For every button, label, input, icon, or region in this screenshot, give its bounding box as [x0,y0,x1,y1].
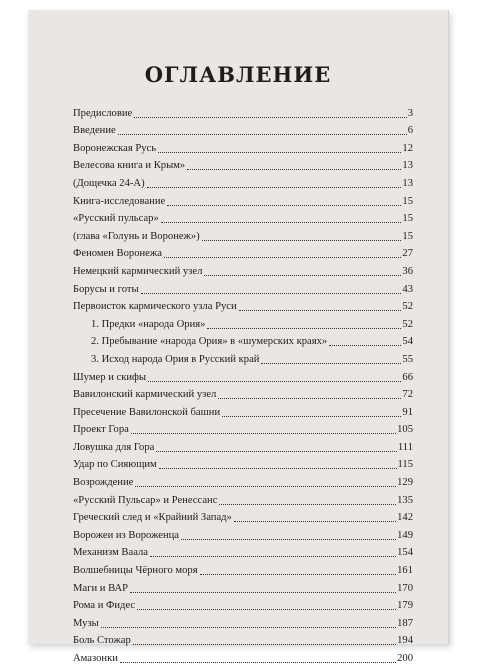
toc-entry-title: Волшебницы Чёрного моря [73,565,198,577]
toc-entry-page: 13 [402,160,413,172]
toc-entry-title: Воронежская Русь [73,142,157,154]
toc-entry-page: 111 [397,441,413,453]
toc-entry-page: 66 [402,371,413,383]
dot-leader [239,310,402,311]
toc-entry-title: Возрождение [73,477,134,489]
toc-entry-page: 12 [402,142,413,154]
dot-leader [164,257,401,258]
toc-entry [73,331,413,349]
toc-entry [73,278,413,296]
toc-entry-title: Боль Стожар [73,635,131,647]
dot-leader [204,275,401,276]
toc-entry-title: Пресечение Вавилонской башни [73,406,221,418]
toc-entry-page: 170 [397,582,413,594]
toc-entry-title: Введение [73,125,116,137]
toc-entry [73,155,413,173]
dot-leader [158,152,401,153]
toc-entry-page: 149 [397,529,413,541]
toc-entry-title: «Русский Пульсар» и Ренессанс [73,494,218,506]
dot-leader [207,328,401,329]
toc-entry-title: Удар по Сияющим [73,459,157,471]
toc-entry-page: 194 [397,635,413,647]
toc-entry [73,313,413,331]
toc-entry [73,348,413,366]
toc-entry-page: 142 [397,512,413,524]
toc-entry-page: 27 [402,248,413,260]
toc-entry-page: 55 [402,353,413,365]
toc-entry-page: 36 [402,265,413,277]
toc-entry [73,225,413,243]
toc-entry [73,489,413,507]
toc-entry-title: Велесова книга и Крым» [73,160,186,172]
toc-entry [73,595,413,613]
dot-leader [167,205,401,206]
dot-leader [137,609,396,610]
toc-entry-page: 15 [402,230,413,242]
dot-leader [135,486,396,487]
toc-entry [73,243,413,261]
toc-entry-title: Шумер и скифы [73,371,147,383]
toc-entry [73,366,413,384]
toc-entry [73,454,413,472]
toc-entry [73,471,413,489]
toc-entry-title: 2. Пребывание «народа Ория» в «шумерских краях» [91,336,328,348]
toc-entry [73,102,413,120]
toc-entry [73,436,413,454]
toc-entry-title: Рома и Фидес [73,600,136,612]
toc-entry-page: 54 [402,336,413,348]
dot-leader [156,451,397,452]
toc-entry-page: 72 [402,389,413,401]
toc-entry-page: 91 [402,406,413,418]
toc-entry-title: 3. Исход народа Ория в Русский край [91,353,260,365]
toc-entry-page: 3 [407,107,413,119]
dot-leader [187,169,401,170]
toc-entry [73,577,413,595]
toc-entry-page: 129 [397,477,413,489]
toc-entry-title: Вавилонский кармический узел [73,389,217,401]
book-page [28,10,449,664]
toc-entry [73,401,413,419]
dot-leader [130,592,396,593]
dot-leader [261,363,401,364]
toc-entry-page: 161 [397,565,413,577]
toc-entry [73,612,413,630]
toc-entry-title: Феномен Воронежа [73,248,162,260]
dot-leader [120,662,396,663]
toc-entry [73,384,413,402]
dot-leader [234,521,396,522]
toc-entry [73,172,413,190]
toc-entry [73,120,413,138]
toc-entry-page: 135 [397,494,413,506]
dot-leader [159,468,397,469]
dot-leader [222,416,401,417]
toc-entry-title: «Русский пульсар» [73,213,159,225]
toc-entry [73,542,413,560]
toc-entry-title: Амазонки [73,653,118,664]
toc-entry-page: 200 [397,653,413,664]
dot-leader [150,556,396,557]
dot-leader [131,433,396,434]
table-of-contents [73,102,413,665]
toc-entry [73,190,413,208]
toc-entry-page: 15 [402,213,413,225]
toc-entry-title: Первоисток кармического узла Руси [73,301,237,313]
dot-leader [148,381,401,382]
toc-entry [73,208,413,226]
dot-leader [202,240,402,241]
toc-entry-title: Механизм Ваала [73,547,148,559]
toc-entry [73,630,413,648]
toc-entry-page: 43 [402,283,413,295]
toc-entry-title: Книга-исследование [73,195,166,207]
toc-entry-title: Борусы и готы [73,283,139,295]
dot-leader [133,644,396,645]
toc-entry [73,507,413,525]
toc-entry-title: Проект Гора [73,424,129,436]
toc-entry [73,524,413,542]
dot-leader [147,187,402,188]
toc-entry-title: 1. Предки «народа Ория» [91,318,206,330]
toc-entry-page: 154 [397,547,413,559]
toc-entry [73,137,413,155]
dot-leader [329,345,401,346]
dot-leader [200,574,397,575]
dot-leader [218,398,401,399]
toc-entry-title: Немецкий кармический узел [73,265,203,277]
toc-entry-title: Греческий след и «Крайний Запад» [73,512,232,524]
toc-entry-title: (глава «Голунь и Воронеж») [73,230,200,242]
toc-entry-title: Предисловие [73,107,133,119]
toc-entry-title: (Дощечка 24-А) [73,177,145,189]
toc-entry-page: 52 [402,301,413,313]
toc-entry-title: Ловушка для Гора [73,441,155,453]
dot-leader [118,134,407,135]
toc-entry-title: Ворожеи из Вороженца [73,529,180,541]
toc-entry-page: 187 [397,617,413,629]
toc-entry [73,296,413,314]
toc-entry-title: Маги и ВАР [73,582,129,594]
toc-entry-page: 52 [402,318,413,330]
page-title: ОГЛАВЛЕНИЕ [144,62,332,87]
toc-entry [73,647,413,665]
dot-leader [134,117,406,118]
toc-entry [73,419,413,437]
dot-leader [141,293,402,294]
dot-leader [161,222,402,223]
toc-entry-page: 6 [407,125,413,137]
toc-entry-title: Музы [73,617,99,629]
toc-entry-page: 115 [397,459,413,471]
toc-entry [73,559,413,577]
dot-leader [101,627,396,628]
dot-leader [219,504,396,505]
toc-entry-page: 179 [397,600,413,612]
dot-leader [181,539,396,540]
toc-entry [73,260,413,278]
toc-entry-page: 15 [402,195,413,207]
toc-entry-page: 13 [402,177,413,189]
toc-entry-page: 105 [397,424,413,436]
